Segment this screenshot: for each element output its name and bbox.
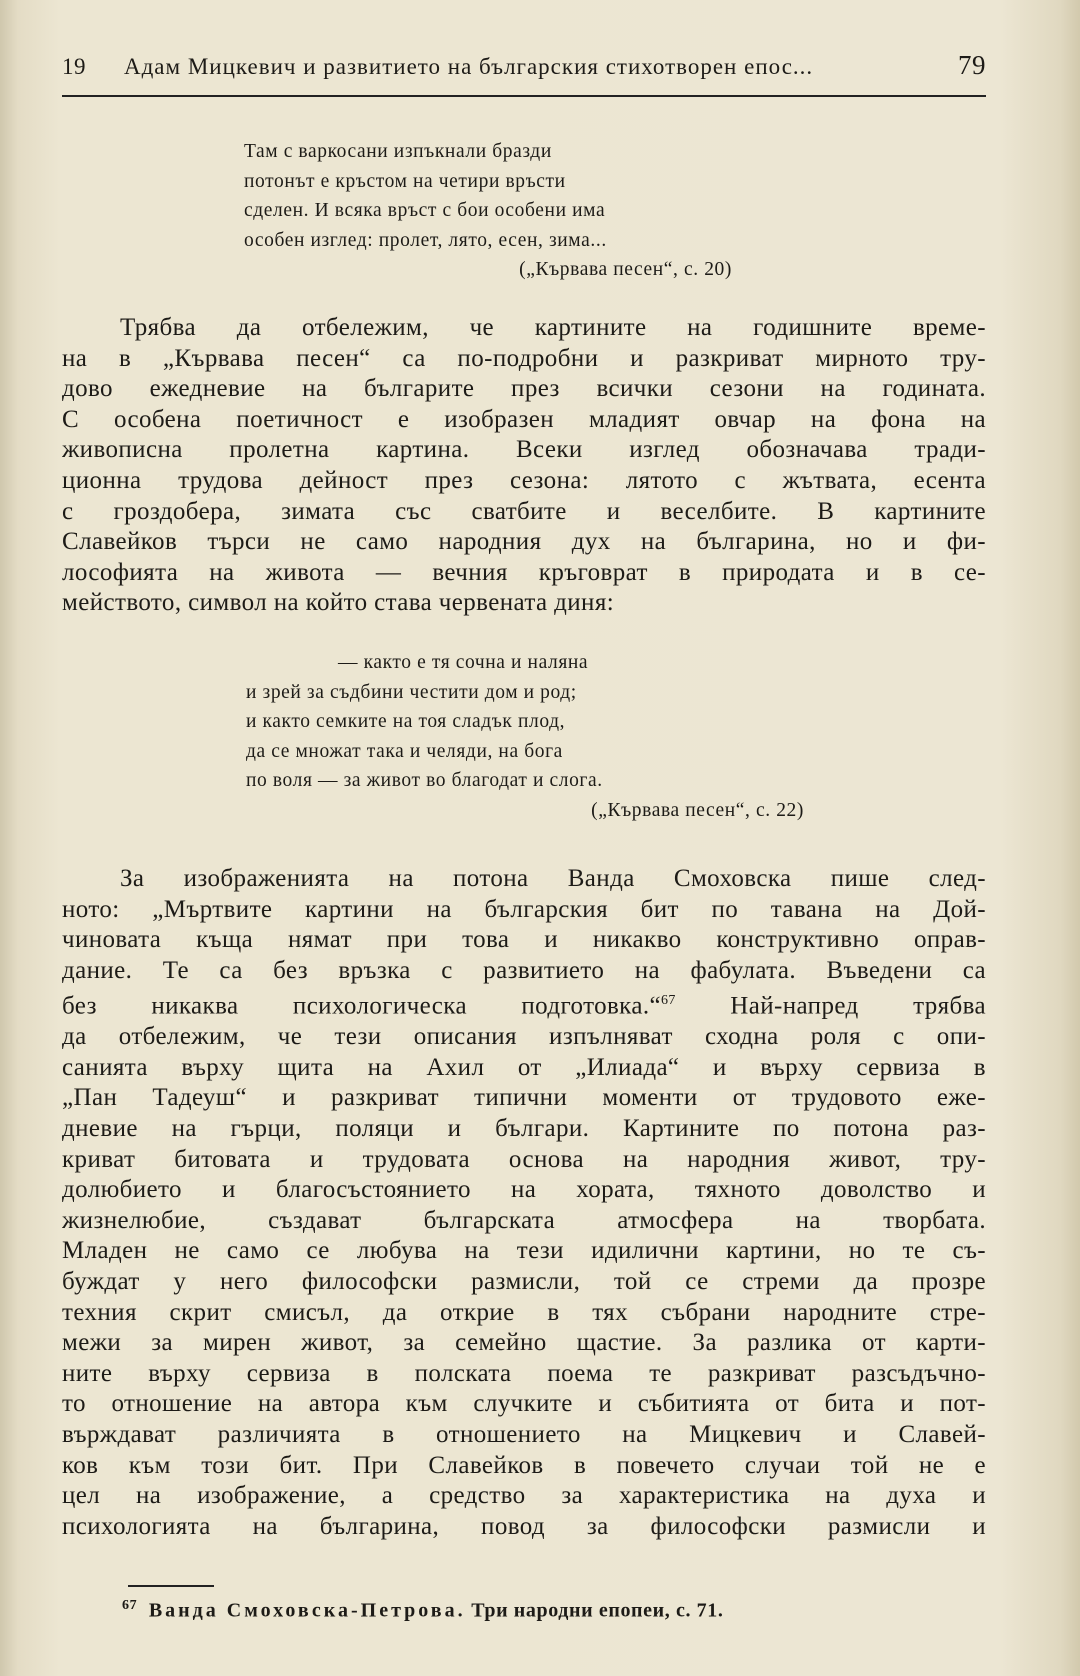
text-line: Славейков търси не само народния дух на българина, но и фи- — [62, 528, 986, 556]
verse-quote-2 — [246, 648, 804, 825]
text-line: Младен не само се любува на тези идилични картини, но те съ- — [62, 1237, 986, 1265]
text-line: чиновата къща нямат при това и никакво конструктивно оправ- — [62, 926, 986, 954]
text-line: то отношение на автора към случките и събитията от бита и пот- — [62, 1390, 986, 1418]
page-number: 79 — [958, 50, 986, 80]
verse-line: потонът е кръстом на четири връсти — [244, 170, 566, 192]
text-line: върждават различията в отношението на Мицкевич и Славей- — [62, 1421, 986, 1449]
verse-line: сделен. И всяка връст с бои особени има — [244, 200, 606, 221]
verse-line: Там с варкосани изпъкнали бразди — [244, 141, 552, 162]
verse-citation: („Кървава песен“, с. 22) — [591, 799, 804, 821]
text-line: Трябва да отбележим, че картините на годишните време- — [120, 314, 986, 341]
text-line: долюбието и благосъстоянието на хората, тяхното доволство и — [62, 1176, 986, 1204]
text-line: межи за мирен живот, за семейно щастие. За разлика от карти- — [62, 1329, 986, 1357]
verse-line: особен изглед: пролет, лято, есен, зима... — [244, 229, 607, 251]
text-line: жизнелюбие, създават българската атмосфера на творбата. — [62, 1206, 986, 1234]
verse-line: да се множат така и челяди, на бога — [246, 740, 563, 762]
text-line: дово ежедневие на българите през всички сезони на годината. — [62, 375, 986, 403]
text-line: мейството, символ на който става червената диня: — [62, 589, 615, 617]
text-line: с гроздобера, зимата със сватбите и веселбите. В картините — [62, 497, 986, 525]
text-line: ционна трудова дейност през сезона: лятото с жътвата, есента — [62, 466, 986, 494]
verse-line: по воля — за живот во благодат и слога. — [246, 770, 603, 791]
verse-line: и зрей за съдбини честити дом и род; — [246, 681, 577, 703]
text-line: техния скрит смисъл, да открие в тях събрани народните стре- — [62, 1298, 986, 1326]
footnote-author: Ванда Смоховска-Петрова. — [148, 1599, 466, 1622]
text-line: дание. Те са без връзка с развитието на фабулата. Въведени са — [62, 956, 986, 984]
text-line: психологията на българина, повод за философски размисли и — [62, 1512, 986, 1540]
footnote-rule — [128, 1585, 214, 1587]
text-fragment: Най-напред трябва — [675, 992, 986, 1020]
footnote-text: Три народни епопеи, с. 71. — [471, 1599, 724, 1622]
text-line: живописна пролетна картина. Всеки изглед обозначава тради- — [62, 436, 986, 464]
text-line: За изображенията на потона Ванда Смоховска пише след- — [120, 865, 986, 892]
footnote-mark: 67 — [122, 1598, 138, 1613]
running-header — [62, 50, 986, 86]
text-line: да отбележим, че тези описания изпълняват сходна роля с опи- — [62, 1023, 986, 1051]
text-fragment: без никаква психологическа подготовка.“ — [62, 992, 661, 1020]
text-line: на в „Кървава песен“ са по-подробни и разкриват мирното тру- — [62, 344, 986, 372]
chapter-number: 19 — [62, 54, 86, 79]
header-rule — [62, 95, 986, 97]
text-line — [62, 986, 986, 1022]
text-line: ното: „Мъртвите картини на българския бит по тавана на Дой- — [62, 895, 986, 923]
text-line: ков към този бит. При Славейков в повечето случаи той не е — [62, 1451, 986, 1479]
running-title: Адам Мицкевич и развитието на българския стихотворен епос... — [124, 54, 814, 79]
text-line: буждат у него философски размисли, той се стреми да прозре — [62, 1268, 986, 1296]
verse-line: — както е тя сочна и наляна — [338, 652, 589, 673]
text-line: ните върху сервиза в полската поема те разкриват разсъдъчно- — [62, 1359, 986, 1387]
text-line: дневие на гърци, поляци и българи. Картините по потона раз- — [62, 1115, 986, 1143]
footnote — [122, 1598, 982, 1623]
verse-citation: („Кървава песен“, с. 20) — [519, 259, 732, 280]
text-line: С особена поетичност е изобразен младият овчар на фона на — [62, 405, 986, 433]
text-line: лософията на живота — вечния кръговрат в природата и в се- — [62, 558, 986, 586]
verse-line: и както семките на тоя сладък плод, — [246, 711, 566, 732]
text-line: „Пан Тадеуш“ и разкриват типични моменти от трудовото еже- — [62, 1084, 986, 1112]
text-line: санията върху щита на Ахил от „Илиада“ и върху сервиза в — [62, 1053, 986, 1081]
paragraph-2 — [62, 864, 986, 1542]
paragraph-1 — [62, 313, 986, 619]
text-line: цел на изображение, а средство за характеристика на духа и — [62, 1482, 986, 1510]
verse-quote-1 — [244, 137, 732, 285]
footnote-reference[interactable]: 67 — [661, 993, 676, 1009]
text-line: криват битовата и трудовата основа на народния живот, тру- — [62, 1145, 986, 1173]
